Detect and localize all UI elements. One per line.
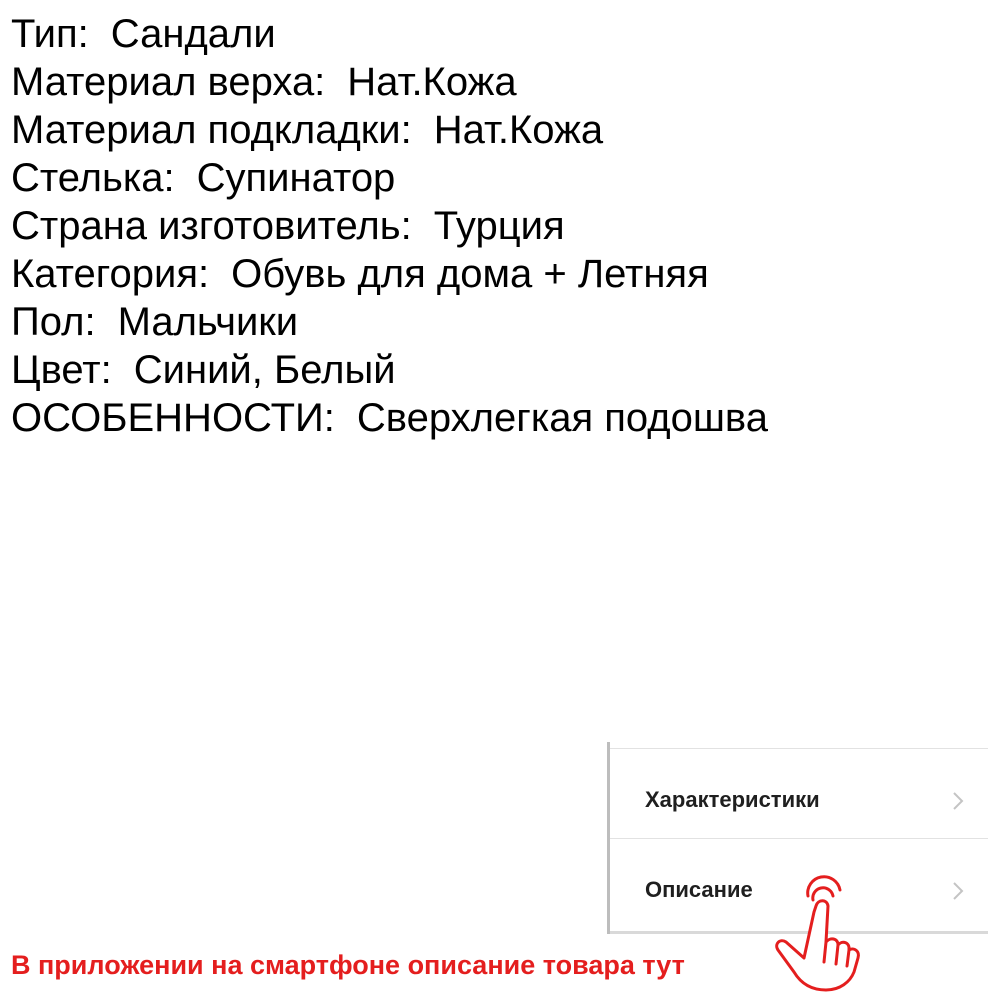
spec-value: Синий, Белый [133, 348, 396, 392]
app-promo-text: В приложении на смартфоне описание товара тут [11, 950, 685, 980]
spec-row-gender [11, 298, 991, 346]
chevron-right-icon [950, 881, 966, 901]
spec-label: Цвет: [11, 348, 112, 392]
spec-row-lining-material [11, 106, 991, 154]
spec-row-upper-material [11, 58, 991, 106]
spec-row-insole [11, 154, 991, 202]
chevron-right-icon [950, 791, 966, 811]
pointing-hand-icon [770, 866, 862, 994]
spec-value: Турция [433, 204, 565, 248]
spec-value: Нат.Кожа [433, 108, 604, 152]
spec-row-country [11, 202, 991, 250]
spec-row-features [11, 394, 991, 442]
spec-label: Материал подкладки: [11, 108, 412, 152]
spec-label: ОСОБЕННОСТИ: [11, 396, 335, 440]
spec-label: Категория: [11, 252, 210, 296]
spec-value: Нат.Кожа [347, 60, 517, 104]
menu-item-label: Характеристики [645, 787, 820, 812]
menu-item-characteristics[interactable] [610, 749, 988, 839]
spec-value: Обувь для дома + Летняя [231, 252, 709, 296]
spec-value: Мальчики [117, 300, 299, 344]
product-specs [11, 10, 991, 442]
menu-item-label: Описание [645, 877, 753, 902]
spec-label: Стелька: [11, 156, 175, 200]
spec-row-category [11, 250, 991, 298]
spec-label: Тип: [11, 12, 89, 56]
spec-label: Страна изготовитель: [11, 204, 412, 248]
spec-label: Пол: [11, 300, 96, 344]
spec-row-type [11, 10, 991, 58]
spec-value: Сверхлегкая подошва [356, 396, 768, 440]
spec-row-color [11, 346, 991, 394]
spec-value: Супинатор [196, 156, 396, 200]
spec-label: Материал верха: [11, 60, 326, 104]
spec-value: Сандали [110, 12, 276, 56]
